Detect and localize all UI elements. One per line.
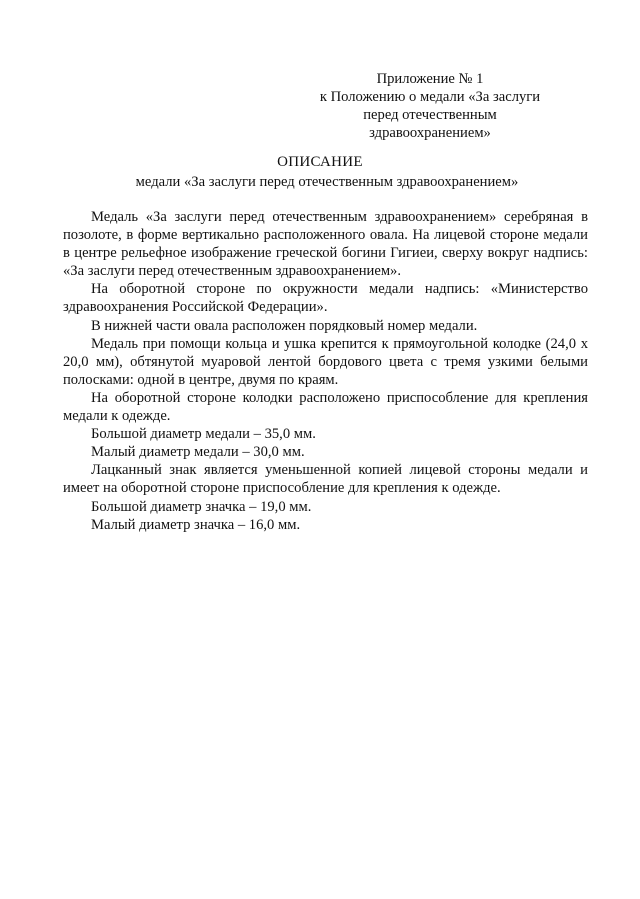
appendix-line-1: Приложение № 1 <box>376 71 484 87</box>
paragraph-ribbon-bar: Медаль при помощи кольца и ушка крепится к прямоугольной колодке (24,0 х 20,0 мм), обтянутой муаровой лентой бордового цвета с тремя узкими белыми полосками: одной в центре, двумя по краям. <box>63 335 588 388</box>
appendix-line-4: здравоохранением» <box>369 125 491 141</box>
paragraph-medal-major-diameter: Большой диаметр медали – 35,0 мм. <box>91 426 316 443</box>
paragraph-badge-major-diameter: Большой диаметр значка – 19,0 мм. <box>91 498 312 515</box>
paragraph-medal-description: Медаль «За заслуги перед отечественным здравоохранением» серебряная в позолоте, в форме вертикально расположенного овала. На лицевой стороне медали в центре рельефное изображение греческой богини Гигиеи, сверху вокруг надпись: «За заслуги перед отечественным здравоохранением». <box>63 209 588 280</box>
paragraph-badge-minor-diameter: Малый диаметр значка – 16,0 мм. <box>91 516 301 533</box>
paragraph-reverse-inscription: На оборотной стороне по окружности медали надпись: «Министерство здравоохранения Российской Федерации». <box>63 281 588 316</box>
document-subtitle: медали «За заслуги перед отечественным здравоохранением» <box>135 174 519 190</box>
paragraph-fastening: На оборотной стороне колодки расположено приспособление для крепления медали к одежде. <box>63 389 588 425</box>
appendix-line-2: к Положению о медали «За заслуги <box>319 89 541 105</box>
paragraph-serial-number: В нижней части овала расположен порядковый номер медали. <box>91 317 478 334</box>
paragraph-medal-minor-diameter: Малый диаметр медали – 30,0 мм. <box>91 444 305 461</box>
document-title: ОПИСАНИЕ <box>277 154 363 170</box>
appendix-header <box>300 70 560 142</box>
document-body <box>63 208 588 534</box>
paragraph-lapel-badge: Лацканный знак является уменьшенной копией лицевой стороны медали и имеет на оборотной стороне приспособление для крепления к одежде. <box>63 462 588 497</box>
appendix-line-3: перед отечественным <box>363 107 497 123</box>
